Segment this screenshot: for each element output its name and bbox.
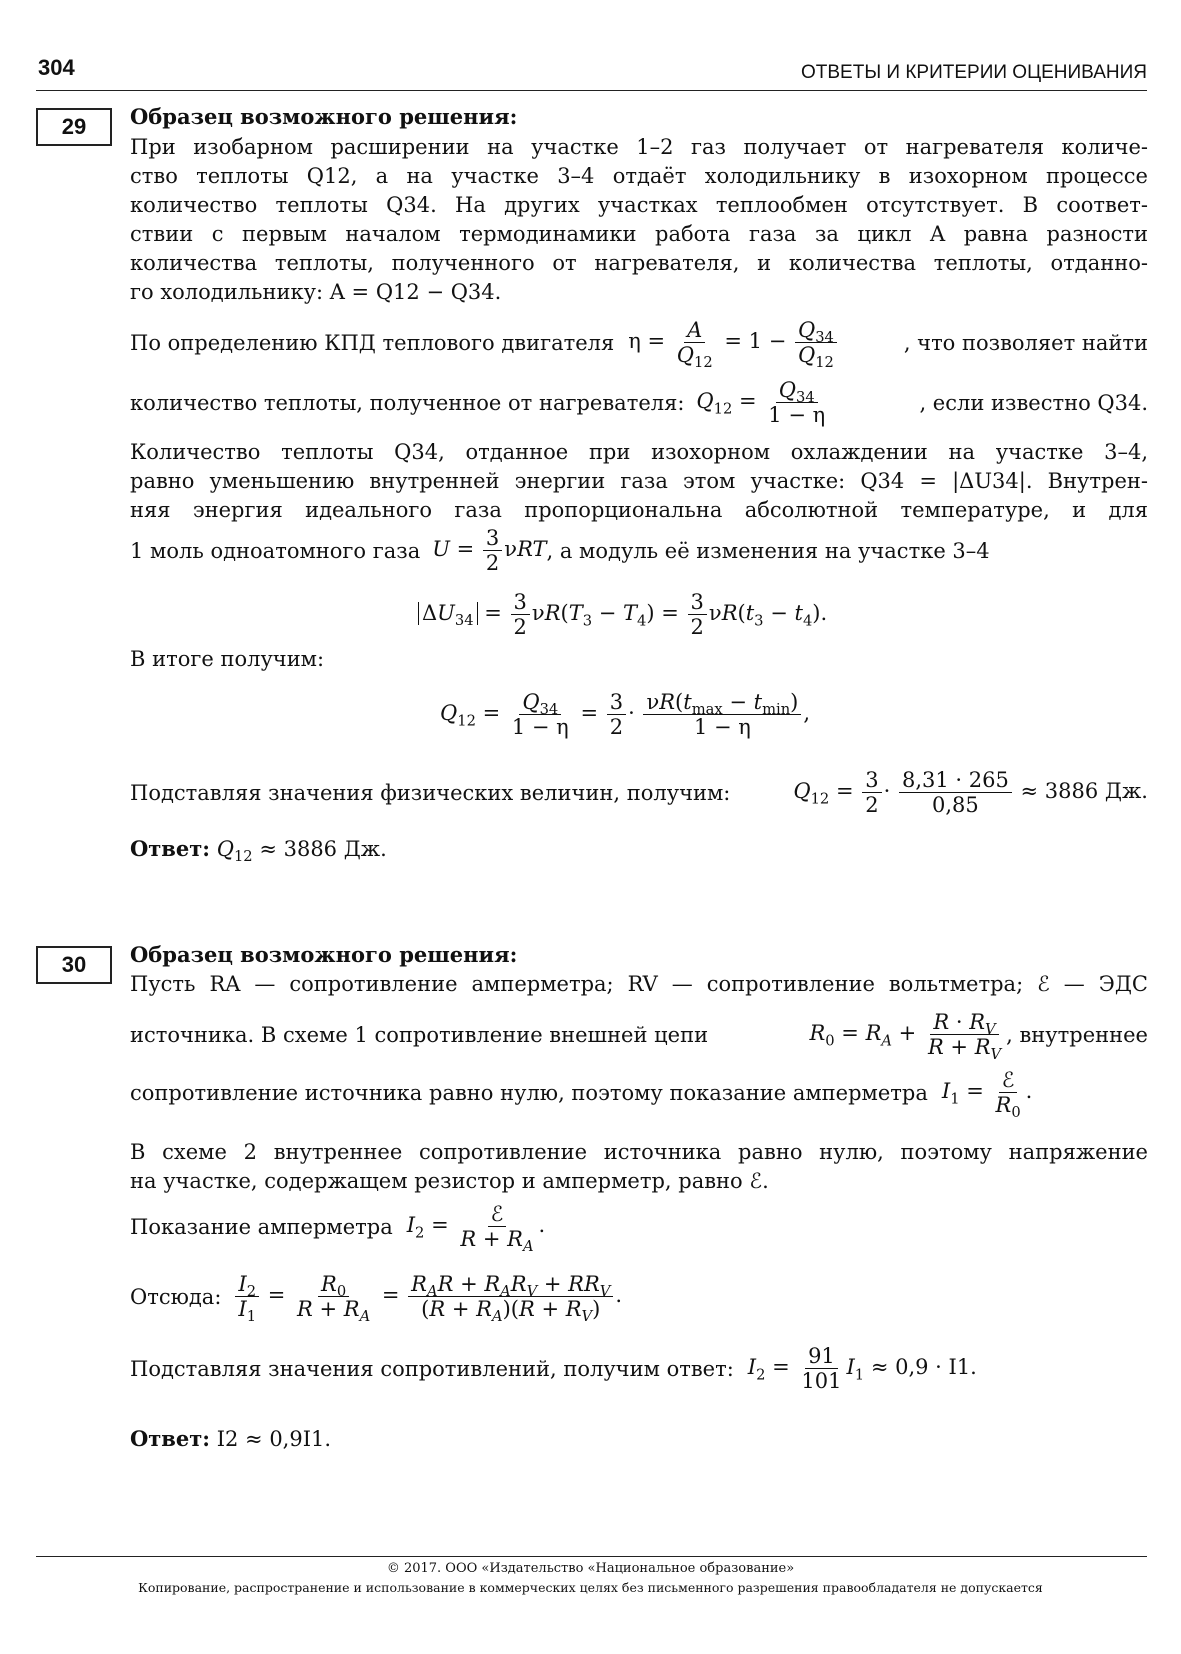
task-number-30: 30 bbox=[36, 946, 112, 984]
scheme1-text: источника. В схеме 1 сопротивление внешней цепи bbox=[130, 1022, 709, 1047]
subst30-text: Подставляя значения сопротивлений, получим ответ: bbox=[130, 1356, 734, 1381]
task29-line: количества теплоты, полученного от нагревателя, и количества теплоты, отданно- bbox=[130, 251, 1148, 275]
subst29-text: Подставляя значения физических величин, получим: bbox=[130, 780, 731, 805]
subst29-line bbox=[130, 768, 1148, 817]
mole-line bbox=[130, 526, 990, 575]
task29-line: ство теплоты Q12, а на участке 3–4 отдаёт холодильнику в изохорном процессе bbox=[130, 164, 1148, 188]
task29-line: Количество теплоты Q34, отданное при изохорном охлаждении на участке 3–4, bbox=[130, 440, 1148, 464]
footer-notice: Копирование, распространение и использование в коммерческих целях без письменного разрешения правообладателя не допускается bbox=[138, 1580, 1043, 1595]
q12-formula: $Q_{12}$ = $\frac{Q_{34}}{1 - \eta}$ bbox=[696, 378, 826, 428]
answer30-label: Ответ: bbox=[130, 1426, 211, 1451]
answer29: Ответ: $Q_{12} \approx 3886$ Дж. bbox=[130, 836, 387, 866]
i2-formula: $I_2$ = $\frac{\text{ℰ}}{R + R_A}$ . bbox=[406, 1202, 546, 1256]
task-number-29: 29 bbox=[36, 108, 112, 146]
hence-text: Отсюда: bbox=[130, 1284, 222, 1309]
mole-text-after: , а модуль её изменения на участке 3–4 bbox=[546, 538, 990, 563]
task29-line: ствии с первым началом термодинамики работа газа за цикл A равна разности bbox=[130, 222, 1148, 246]
i1-formula: $I_1$ = $\frac{\text{ℰ}}{R_0}$ . bbox=[941, 1068, 1033, 1122]
task29-line: равно уменьшению внутренней энергии газа этом участке: Q34 = |ΔU34|. Внутрен- bbox=[130, 469, 1148, 493]
footer-rule bbox=[36, 1556, 1147, 1557]
answer30-value: I2 ≈ 0,9I1. bbox=[216, 1427, 332, 1451]
q12-line bbox=[130, 378, 1148, 427]
task29-line: При изобарном расширении на участке 1–2 газ получает от нагревателя количе- bbox=[130, 135, 1148, 159]
subst29-result: ≈ 3886 Дж. bbox=[1020, 779, 1148, 804]
answer30 bbox=[130, 1426, 331, 1451]
subst30-num: 91 bbox=[805, 1344, 838, 1369]
delta-u-formula: $\Delta U_{34}$ = $\frac{3}{2}$ $\nu R(T_3 - T_4)$ = $\frac{3}{2}$ $\nu R(t_3 - t_4)$. bbox=[418, 590, 827, 639]
q12-final-formula: $Q_{12}$ = $\frac{Q_{34}}{1 - \eta}$ = $\frac{3}{2}$ · $\frac{\nu R(t_{max} - t_{min})}{1 - \eta}$ , bbox=[440, 690, 811, 740]
scheme1-line bbox=[130, 1010, 1148, 1064]
i1-text: сопротивление источника равно нулю, поэтому показание амперметра bbox=[130, 1080, 928, 1105]
task29-line: няя энергия идеального газа пропорциональна абсолютной температуре, и для bbox=[130, 498, 1148, 522]
scheme1-text-after: , внутреннее bbox=[1006, 1022, 1148, 1047]
i2-text: Показание амперметра bbox=[130, 1214, 393, 1239]
kpd-line bbox=[130, 318, 1148, 372]
task30-heading: Образец возможного решения: bbox=[130, 942, 518, 967]
kpd-formula: η = $\frac{A}{Q_{12}}$ = 1 − $\frac{Q_{34}}{Q_{12}}$ bbox=[628, 318, 839, 367]
r0-formula: $R_0 = R_A$ + $\frac{R \cdot R_V}{R + R_V}$ bbox=[809, 1010, 1002, 1064]
subst30-den: 101 bbox=[801, 1369, 842, 1394]
page-number: 304 bbox=[38, 55, 75, 80]
task30-line: В схеме 2 внутреннее сопротивление источника равно нулю, поэтому напряжение bbox=[130, 1140, 1148, 1164]
answer29-value: ≈ 3886 Дж. bbox=[259, 837, 387, 861]
running-title: ОТВЕТЫ И КРИТЕРИИ ОЦЕНИВАНИЯ bbox=[800, 62, 1147, 83]
subst30-line bbox=[130, 1344, 977, 1393]
internal-energy-formula: U = $\frac{3}{2}$ νRT bbox=[432, 526, 547, 576]
kpd-text-after: , что позволяет найти bbox=[903, 330, 1148, 355]
task30-line: Пусть RA — сопротивление амперметра; RV — сопротивление вольтметра; ℰ — ЭДС bbox=[130, 972, 1148, 996]
in-total-text: В итоге получим: bbox=[130, 647, 325, 671]
ratio-formula: $\frac{I_2}{I_1}$ = $\frac{R_0}{R + R_A}$ = $\frac{R_AR + R_AR_V + RR_V}{(R + R_A)(R + R_V)}$ . bbox=[233, 1272, 622, 1321]
answer29-label: Ответ: bbox=[130, 836, 211, 861]
task29-heading: Образец возможного решения: bbox=[130, 104, 518, 129]
footer-copyright: © 2017. ООО «Издательство «Национальное образование» bbox=[386, 1561, 795, 1576]
mole-text: 1 моль одноатомного газа bbox=[130, 538, 421, 563]
subst29-num: 8,31 · 265 bbox=[899, 768, 1012, 793]
i2-line bbox=[130, 1202, 546, 1256]
hence-line bbox=[130, 1272, 623, 1326]
subst30-formula: $I_2$ = $\frac{91}{101}$ $I_1 \approx 0,9 \cdot I1$. bbox=[747, 1344, 977, 1394]
header-rule bbox=[36, 90, 1147, 91]
q12-text-after: , если известно Q34. bbox=[919, 390, 1148, 415]
subst29-formula: $Q_{12}$ = $\frac{3}{2}$ · $\frac{8,31 \cdot 265}{0,85}$ ≈ 3886 Дж. bbox=[793, 768, 1148, 818]
kpd-text: По определению КПД теплового двигателя bbox=[130, 330, 615, 355]
task29-line: количество теплоты Q34. На других участках теплообмен отсутствует. В соответ- bbox=[130, 193, 1148, 217]
task29-line: го холодильнику: A = Q12 − Q34. bbox=[130, 280, 502, 304]
subst29-den: 0,85 bbox=[932, 793, 979, 818]
task30-line: на участке, содержащем резистор и амперметр, равно ℰ. bbox=[130, 1169, 769, 1193]
q12-text: количество теплоты, полученное от нагревателя: bbox=[130, 390, 685, 415]
i1-line bbox=[130, 1068, 1033, 1122]
subst30-result: ≈ 0,9 · I1. bbox=[870, 1355, 977, 1380]
